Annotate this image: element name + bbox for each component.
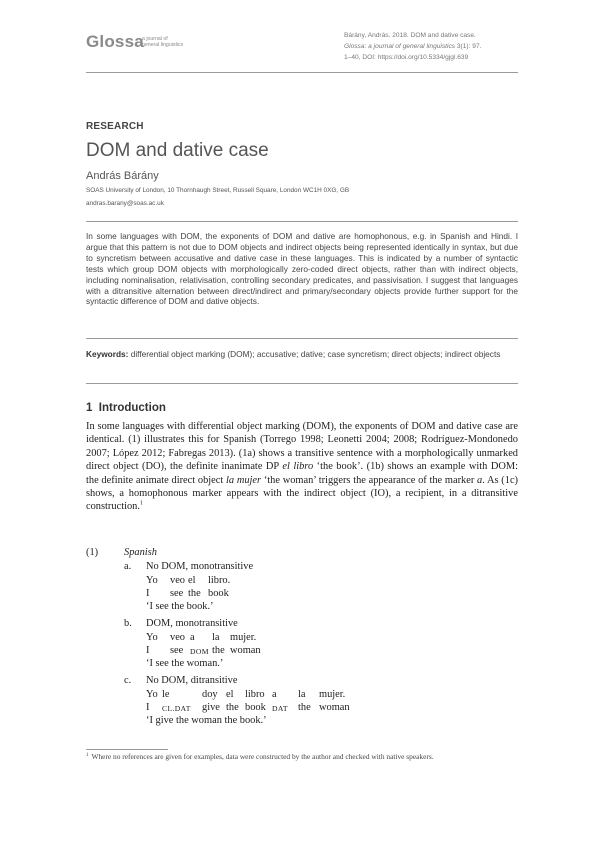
gloss: I <box>146 588 150 599</box>
author-name: András Bárány <box>86 170 159 182</box>
keywords-divider <box>86 383 518 384</box>
citation-volume: 3(1): 97. <box>455 43 482 50</box>
para-italic-1: el libro <box>282 461 314 473</box>
gloss: see <box>170 645 184 656</box>
header-divider <box>86 72 518 73</box>
word: a <box>190 632 195 643</box>
gloss: the <box>298 702 311 713</box>
word: Yo <box>146 689 158 700</box>
gloss: book <box>208 588 229 599</box>
example-c-translation: ‘I give the woman the book.’ <box>146 715 267 726</box>
journal-logo: Glossa <box>86 32 144 51</box>
para-italic-2: la mujer <box>226 474 262 486</box>
word: el <box>188 575 196 586</box>
example-a-letter: a. <box>124 561 132 572</box>
word: a <box>272 689 277 700</box>
example-number: (1) <box>86 547 99 558</box>
word: libro. <box>208 575 231 586</box>
word: veo <box>170 575 186 586</box>
footnote-divider <box>86 749 168 750</box>
citation-doi[interactable]: 1–40, DOI: https://doi.org/10.5334/gjgl.639 <box>344 54 469 61</box>
word: el <box>226 689 234 700</box>
journal-name: Glossa: a journal of general linguistics <box>344 43 456 50</box>
article-title: DOM and dative case <box>86 140 269 161</box>
word: le <box>162 689 170 700</box>
example-a-translation: ‘I see the book.’ <box>146 601 214 612</box>
word: libro <box>245 689 265 700</box>
abstract-bottom-divider <box>86 338 518 339</box>
word: Yo <box>146 575 158 586</box>
section-heading <box>86 402 166 414</box>
logo-sub-line-1: a journal of <box>142 36 168 42</box>
citation-line-2 <box>344 41 524 52</box>
word: mujer. <box>230 632 257 643</box>
keywords <box>86 348 518 361</box>
word: la <box>298 689 306 700</box>
example-c-heading: No DOM, ditransitive <box>146 675 238 686</box>
article-type-label: RESEARCH <box>86 121 144 132</box>
gloss-dat: DAT <box>272 704 288 713</box>
gloss: book <box>245 702 266 713</box>
intro-paragraph <box>86 420 518 514</box>
footnote <box>86 752 518 763</box>
keywords-list: differential object marking (DOM); accusative; dative; case syncretism; direct objects; indirect objects <box>128 349 501 359</box>
example-c-words <box>146 688 386 702</box>
example-b-gloss <box>146 644 346 658</box>
citation-line-1: Bárány, András. 2018. DOM and dative case. <box>344 32 476 39</box>
journal-logo-subtitle <box>142 36 202 48</box>
para-text-3: ‘the woman’ triggers the appearance of the marker <box>261 474 478 486</box>
gloss: woman <box>230 645 261 656</box>
example-c-gloss <box>146 701 386 715</box>
example-a-heading: No DOM, monotransitive <box>146 561 254 572</box>
author-email[interactable]: andras.barany@soas.ac.uk <box>86 200 164 207</box>
word: mujer. <box>319 689 346 700</box>
abstract-top-divider <box>86 221 518 222</box>
footnote-mark: 1 <box>86 752 89 758</box>
word: veo <box>170 632 186 643</box>
abstract-text: In some languages with DOM, the exponents of DOM and dative are homophonous, e.g. in Spanish and Hindi. I argue that this pattern is not due to DOM objects and indirect objects being represented identically in syntax, but due to syncretism between accusative and dative case in these languages. This is indicated by a number of syntactic tests which group DOM objects with morphologically zero-coded direct objects, rather than with indirect objects, including nominalisation, relativisation, controlling secondary predicates, and passivisation. I suggest that languages with a ditransitive alternation between direct/indirect and primary/secondary objects provide further support for the syntactic difference of DOM and dative objects. <box>86 231 518 307</box>
gloss: give <box>202 702 220 713</box>
example-a-words <box>146 574 346 588</box>
gloss: the <box>188 588 201 599</box>
para-text-4: . As (1c) shows, a homophonous marker appears with the indirect object (IO), a recipient, in a ditransitive construction. <box>86 474 519 513</box>
gloss: see <box>170 588 184 599</box>
example-a-gloss <box>146 587 346 601</box>
gloss: the <box>212 645 225 656</box>
footnote-reference[interactable]: 1 <box>139 500 143 507</box>
section-title: Introduction <box>98 402 166 414</box>
example-b-letter: b. <box>124 618 132 629</box>
para-text-2: ‘the book’. (1b) shows an example with DOM: the definite animate direct object <box>86 461 519 486</box>
gloss-dom: DOM <box>190 647 209 656</box>
keywords-label: Keywords: <box>86 349 129 359</box>
para-text-1: In some languages with differential object marking (DOM), the exponents of DOM and dative case are identical. (1) illustrates this for Spanish (Torrego 1998; Leonetti 2004; 2008; Rodríguez-Mondonedo 2007; López 2012; Fabregas 2013). (1a) shows a transitive sentence with a morphologically unmarked direct object (DO), the definite inanimate DP <box>86 421 518 473</box>
section-number: 1 <box>86 402 93 414</box>
gloss: I <box>146 645 150 656</box>
author-affiliation: SOAS University of London, 10 Thornhaugh Street, Russell Square, London WC1H 0XG, GB <box>86 187 350 194</box>
word: doy <box>202 689 218 700</box>
example-b-translation: ‘I see the woman.’ <box>146 658 224 669</box>
example-b-words <box>146 631 346 645</box>
example-b-heading: DOM, monotransitive <box>146 618 238 629</box>
gloss: woman <box>319 702 350 713</box>
word: Yo <box>146 632 158 643</box>
example-c-letter: c. <box>124 675 132 686</box>
example-language: Spanish <box>124 547 157 558</box>
gloss: the <box>226 702 239 713</box>
gloss-cl-dat: CL.DAT <box>162 704 191 713</box>
footnote-text: Where no references are given for examples, data were constructed by the author and checked with native speakers. <box>91 752 434 761</box>
gloss: I <box>146 702 150 713</box>
citation-block <box>344 30 524 63</box>
para-italic-3: a <box>477 474 483 486</box>
logo-sub-line-2: general linguistics <box>142 42 184 48</box>
word: la <box>212 632 220 643</box>
